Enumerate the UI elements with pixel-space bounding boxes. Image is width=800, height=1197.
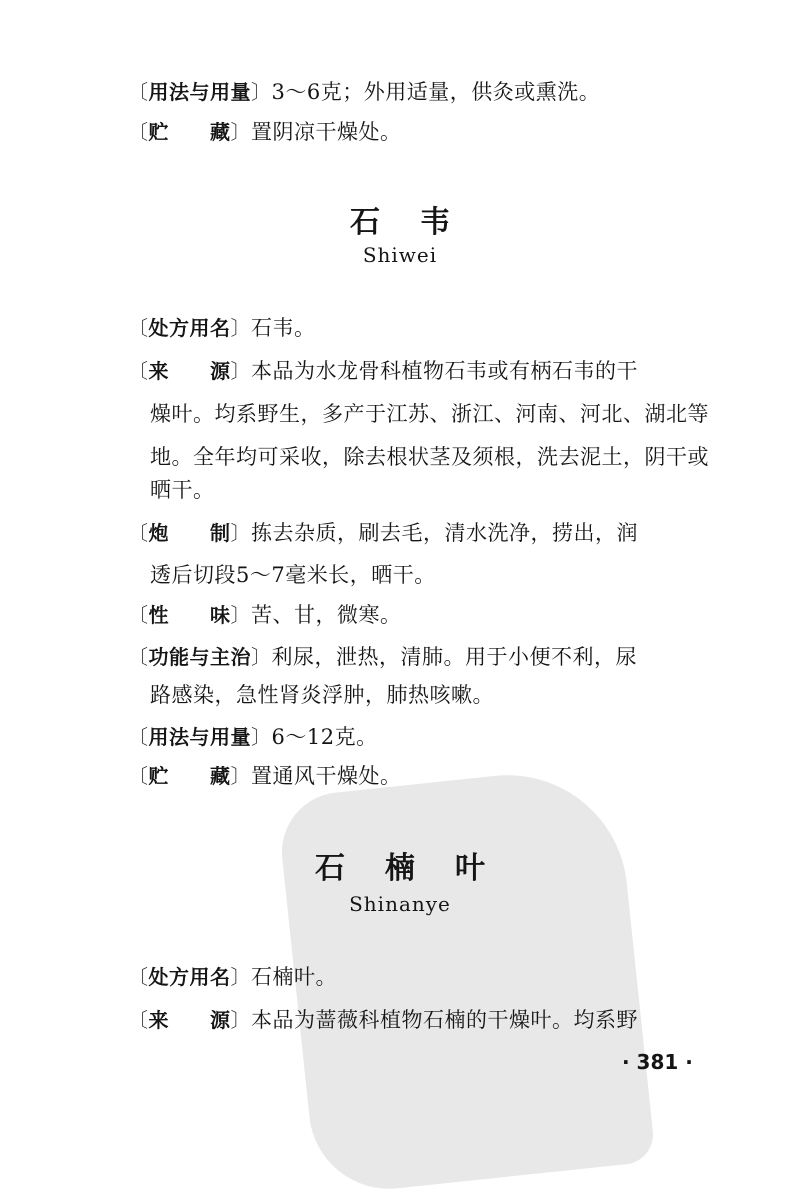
function-line-1: 〔功能与主治〕利尿，泄热，清肺。用于小便不利，尿 bbox=[128, 645, 637, 669]
source-line-1: 〔来 源〕本品为蔷薇科植物石楠的干燥叶。均系野 bbox=[128, 1008, 638, 1032]
usage-dosage-line: 〔用法与用量〕6～12克。 bbox=[128, 725, 378, 749]
entry-title: 石韦 bbox=[350, 205, 490, 240]
storage-line bbox=[128, 112, 738, 152]
page-number: · 381 · bbox=[622, 1050, 693, 1074]
section-text: 置阴凉干燥处。 bbox=[251, 120, 402, 144]
processing-line-2: 透后切段5～7毫米长，晒干。 bbox=[150, 563, 436, 587]
prescription-name-line: 〔处方用名〕石楠叶。 bbox=[128, 965, 337, 989]
entry-title: 石楠叶 bbox=[315, 851, 525, 886]
source-line-4: 晒干。 bbox=[150, 478, 215, 502]
section-text: 3～6克；外用适量，供灸或熏洗。 bbox=[271, 80, 601, 104]
entry-pinyin: Shinanye bbox=[349, 892, 451, 916]
source-line-1: 〔来 源〕本品为水龙骨科植物石韦或有柄石韦的干 bbox=[128, 359, 638, 383]
usage-dosage-line bbox=[128, 72, 738, 112]
section-label: 〔贮 藏〕 bbox=[128, 120, 251, 144]
source-line-2: 燥叶。均系野生，多产于江苏、浙江、河南、河北、湖北等 bbox=[150, 402, 709, 426]
storage-line: 〔贮 藏〕置通风干燥处。 bbox=[128, 764, 402, 788]
processing-line-1: 〔炮 制〕拣去杂质，刷去毛，清水洗净，捞出，润 bbox=[128, 521, 638, 545]
function-line-2: 路感染，急性肾炎浮肿，肺热咳嗽。 bbox=[150, 683, 494, 707]
nature-taste-line: 〔性 味〕苦、甘，微寒。 bbox=[128, 603, 402, 627]
source-line-3: 地。全年均可采收，除去根状茎及须根，洗去泥土，阴干或 bbox=[150, 445, 709, 469]
entry-pinyin: Shiwei bbox=[362, 243, 438, 267]
section-label: 〔用法与用量〕 bbox=[128, 80, 272, 104]
prescription-name-line: 〔处方用名〕石韦。 bbox=[128, 316, 316, 340]
